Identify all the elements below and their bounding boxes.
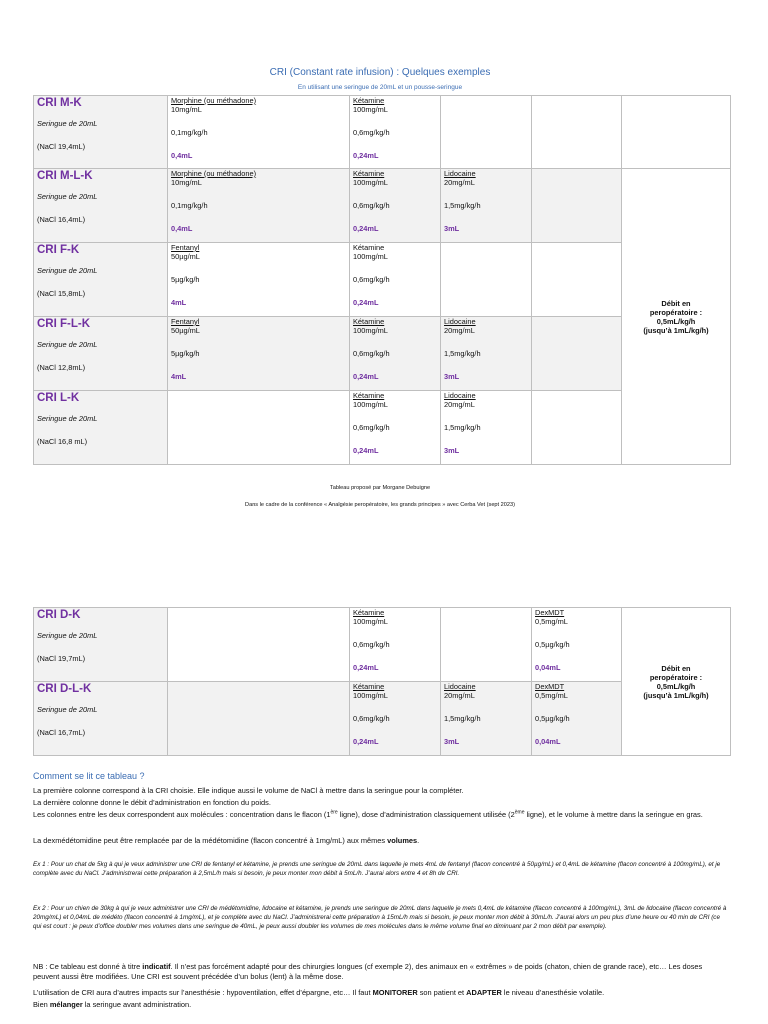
lidocaine-cell — [441, 317, 532, 391]
explain-paragraph: Les colonnes entre les deux correspondent aux molécules : concentration dans le flacon (1ère ligne), dose d’administration classiquement utilisée (2ème ligne), et le volume à mettre dans la seringue en gras. — [33, 809, 703, 819]
nacl-volume: (NaCl 19,4mL) — [37, 142, 86, 151]
empty-cell — [441, 96, 532, 169]
cri-name-cell — [34, 317, 168, 391]
empty-cell — [532, 317, 622, 391]
ketamine-cell — [350, 169, 441, 243]
credit-author: Tableau proposé par Morgane Debuigne — [329, 485, 431, 491]
explain-paragraph: La première colonne correspond à la CRI choisie. Elle indique aussi le volume de NaCl à mettre dans la seringue pour la compléter. — [33, 786, 464, 795]
drug-name: Lidocaine — [444, 391, 476, 400]
debit-line: peropératoire : — [649, 307, 703, 317]
lidocaine-cell — [441, 682, 532, 756]
syringe-label: Seringue de 20mL — [37, 631, 98, 640]
drug-dose: 0,6mg/kg/h — [353, 275, 390, 284]
drug-dose: 0,6mg/kg/h — [353, 349, 390, 358]
drug-volume: 0,24mL — [353, 446, 379, 455]
cri-name: CRI D-L-K — [37, 683, 92, 695]
lidocaine-cell — [441, 169, 532, 243]
syringe-label: Seringue de 20mL — [37, 192, 98, 201]
drug-volume: 0,04mL — [535, 737, 561, 746]
drug-dose: 1,5mg/kg/h — [444, 714, 481, 723]
drug-concentration: 100mg/mL — [353, 252, 388, 261]
empty-cell — [532, 96, 622, 169]
syringe-label: Seringue de 20mL — [37, 340, 98, 349]
debit-line: (jusqu’à 1mL/kg/h) — [643, 325, 709, 335]
debit-line: Débit en — [661, 298, 691, 308]
empty-cell — [168, 682, 350, 756]
ketamine-cell — [350, 96, 441, 169]
drug-volume: 4mL — [171, 298, 187, 307]
drug-name: Kétamine — [353, 608, 385, 617]
table-row — [34, 96, 731, 169]
drug-dose: 1,5mg/kg/h — [444, 423, 481, 432]
debit-cell — [622, 169, 731, 465]
cri-name: CRI F-L-K — [37, 318, 91, 330]
empty-cell — [168, 608, 350, 682]
cri-name-cell — [34, 608, 168, 682]
cri-table-1 — [33, 95, 731, 465]
cri-name-cell — [34, 96, 168, 169]
debit-line: 0,5mL/kg/h — [656, 316, 696, 326]
empty-cell — [441, 243, 532, 317]
cri-name: CRI D-K — [37, 609, 81, 621]
drug-name: Morphine (ou méthadone) — [171, 96, 257, 105]
drug-dose: 5µg/kg/h — [171, 349, 200, 358]
drug-volume: 0,04mL — [535, 663, 561, 672]
drug-name: Lidocaine — [444, 317, 476, 326]
drug-concentration: 100mg/mL — [353, 617, 388, 626]
nacl-volume: (NaCl 12,8mL) — [37, 363, 86, 372]
empty-cell — [532, 243, 622, 317]
table-row — [34, 608, 731, 682]
cri-name-cell — [34, 391, 168, 465]
drug-concentration: 20mg/mL — [444, 326, 475, 335]
cri-name: CRI F-K — [37, 244, 80, 256]
credit-conference: Dans le cadre de la conférence « Analgésie peropératoire, les grands principes » avec Cerba Vet (sept 2023) — [245, 502, 515, 508]
explain-paragraph: La dernière colonne donne le débit d’administration en fonction du poids. — [33, 798, 271, 807]
drug-concentration: 100mg/mL — [353, 326, 388, 335]
drug-dose: 1,5mg/kg/h — [444, 201, 481, 210]
debit-line: peropératoire : — [649, 672, 703, 682]
drug-name: DexMDT — [535, 682, 565, 691]
morphine-cell — [168, 169, 350, 243]
drug-dose: 0,6mg/kg/h — [353, 714, 390, 723]
dexmdt-cell — [532, 682, 622, 756]
drug-dose: 5µg/kg/h — [171, 275, 200, 284]
cri-name: CRI M-K — [37, 97, 82, 109]
morphine-cell — [168, 96, 350, 169]
syringe-label: Seringue de 20mL — [37, 705, 98, 714]
debit-line: (jusqu’à 1mL/kg/h) — [643, 690, 709, 700]
cri-name-cell — [34, 169, 168, 243]
drug-concentration: 100mg/mL — [353, 105, 388, 114]
cri-name-cell — [34, 682, 168, 756]
empty-cell — [622, 96, 731, 169]
dexmdt-cell — [532, 608, 622, 682]
drug-concentration: 20mg/mL — [444, 691, 475, 700]
drug-volume: 0,24mL — [353, 663, 379, 672]
nacl-volume: (NaCl 16,8 mL) — [37, 437, 88, 446]
drug-volume: 4mL — [171, 372, 187, 381]
example-2: Ex 2 : Pour un chien de 30kg à qui je veux administrer une CRI de médétomidine, lidocaine et kétamine, je prends une seringue de 20mL dans laquelle je mets 0,4mL de kétamine (flacon concentré à 100mg/mL), 3mL de lidocaine (flacon concentré à 20mg/mL) et 0,04mL de médéto (flacon concentré à 1mg/mL), et je complète avec du NaCl. J’administrerai cette préparation à 15mL/h mais si besoin, je peux monter mon débit à 30mL/h. J’aurai alors un peu plus d’une heure ou 40 min de CRI (ce qui est court : je peux d’office doubler mes volumes dans une seringue de 40mL, je peux aussi doubler les volumes de mes molécules dans le même volume final en diminuant par 2 mon débit par exemple). — [33, 905, 727, 930]
page-subtitle: En utilisant une seringue de 20mL et un pousse-seringue — [297, 84, 463, 91]
nacl-volume: (NaCl 19,7mL) — [37, 654, 86, 663]
drug-concentration: 100mg/mL — [353, 400, 388, 409]
nacl-volume: (NaCl 16,4mL) — [37, 215, 86, 224]
ketamine-cell — [350, 682, 441, 756]
drug-concentration: 100mg/mL — [353, 178, 388, 187]
ketamine-cell — [350, 317, 441, 391]
monitor-note: L’utilisation de CRI aura d’autres impacts sur l’anesthésie : hypoventilation, effet d’épargne, etc… Il faut MONITORER son patient et ADAPTER le niveau d’anesthésie volatile. — [33, 988, 605, 997]
explain-heading: Comment se lit ce tableau ? — [33, 771, 145, 781]
drug-name: Kétamine — [353, 243, 385, 252]
drug-volume: 0,24mL — [353, 372, 379, 381]
drug-name: Kétamine — [353, 169, 385, 178]
drug-volume: 3mL — [444, 737, 460, 746]
drug-volume: 0,24mL — [353, 737, 379, 746]
drug-dose: 0,6mg/kg/h — [353, 640, 390, 649]
fentanyl-cell — [168, 243, 350, 317]
drug-concentration: 20mg/mL — [444, 178, 475, 187]
debit-cell — [622, 608, 731, 756]
drug-volume: 3mL — [444, 224, 460, 233]
drug-name: Lidocaine — [444, 682, 476, 691]
fentanyl-cell — [168, 317, 350, 391]
drug-name: Kétamine — [353, 391, 385, 400]
cri-name-cell — [34, 243, 168, 317]
drug-volume: 0,24mL — [353, 298, 379, 307]
drug-name: Fentanyl — [171, 243, 200, 252]
drug-concentration: 0,5mg/mL — [535, 617, 568, 626]
ketamine-cell — [350, 608, 441, 682]
debit-line: Débit en — [661, 663, 691, 673]
drug-name: Fentanyl — [171, 317, 200, 326]
drug-dose: 0,1mg/kg/h — [171, 201, 208, 210]
drug-volume: 3mL — [444, 446, 460, 455]
explain-paragraph: La dexmédétomidine peut être remplacée par de la médétomidine (flacon concentré à 1mg/mL) aux mêmes volumes. — [33, 836, 420, 845]
drug-name: Lidocaine — [444, 169, 476, 178]
drug-dose: 0,6mg/kg/h — [353, 128, 390, 137]
drug-concentration: 50µg/mL — [171, 326, 200, 335]
syringe-label: Seringue de 20mL — [37, 266, 98, 275]
drug-name: Kétamine — [353, 96, 385, 105]
drug-dose: 1,5mg/kg/h — [444, 349, 481, 358]
drug-dose: 0,6mg/kg/h — [353, 423, 390, 432]
drug-dose: 0,1mg/kg/h — [171, 128, 208, 137]
nacl-volume: (NaCl 16,7mL) — [37, 728, 86, 737]
drug-concentration: 100mg/mL — [353, 691, 388, 700]
nb-note: NB : Ce tableau est donné à titre indicatif. Il n’est pas forcément adapté pour des chirurgies longues (cf exemple 2), des animaux en « extrêmes » de poids (chaton, chien de grande race), etc… Les doses peuvent aussi être modifiées. Une CRI est souvent précédée d’un bolus (lent) à la même dose. — [33, 962, 703, 981]
ketamine-cell — [350, 243, 441, 317]
table-row — [34, 169, 731, 243]
drug-volume: 0,24mL — [353, 224, 379, 233]
drug-volume: 0,4mL — [171, 151, 193, 160]
drug-name: Morphine (ou méthadone) — [171, 169, 257, 178]
debit-line: 0,5mL/kg/h — [656, 681, 696, 691]
drug-concentration: 0,5mg/mL — [535, 691, 568, 700]
drug-dose: 0,6mg/kg/h — [353, 201, 390, 210]
drug-volume: 0,4mL — [171, 224, 193, 233]
drug-name: Kétamine — [353, 682, 385, 691]
ketamine-cell — [350, 391, 441, 465]
cri-table-2 — [33, 607, 731, 756]
drug-name: DexMDT — [535, 608, 565, 617]
cri-name: CRI M-L-K — [37, 170, 93, 182]
drug-volume: 3mL — [444, 372, 460, 381]
example-1: Ex 1 : Pour un chat de 5kg à qui je veux administrer une CRI de fentanyl et kétamine, je prends une seringue de 20mL dans laquelle je mets 4mL de fentanyl (flacon concentré à 50µg/mL) et 0,4mL de kétamine (flacon concentré à 100mg/mL), et je complète avec du NaCl. J’administrerai cette préparation à 2,5mL/h mais si besoin, je peux monter mon débit à 5mL/h. J’aurai alors entre 4 et 8h de CRI. — [33, 861, 721, 877]
empty-cell — [168, 391, 350, 465]
drug-dose: 0,5µg/kg/h — [535, 640, 570, 649]
drug-concentration: 10mg/mL — [171, 178, 202, 187]
drug-volume: 0,24mL — [353, 151, 379, 160]
syringe-label: Seringue de 20mL — [37, 119, 98, 128]
cri-name: CRI L-K — [37, 392, 80, 404]
empty-cell — [441, 608, 532, 682]
nacl-volume: (NaCl 15,8mL) — [37, 289, 86, 298]
syringe-label: Seringue de 20mL — [37, 414, 98, 423]
drug-concentration: 50µg/mL — [171, 252, 200, 261]
page-title: CRI (Constant rate infusion) : Quelques exemples — [269, 67, 491, 78]
drug-dose: 0,5µg/kg/h — [535, 714, 570, 723]
drug-name: Kétamine — [353, 317, 385, 326]
empty-cell — [532, 391, 622, 465]
lidocaine-cell — [441, 391, 532, 465]
drug-concentration: 20mg/mL — [444, 400, 475, 409]
empty-cell — [532, 169, 622, 243]
drug-concentration: 10mg/mL — [171, 105, 202, 114]
mix-note: Bien mélanger la seringue avant administration. — [33, 1000, 192, 1009]
